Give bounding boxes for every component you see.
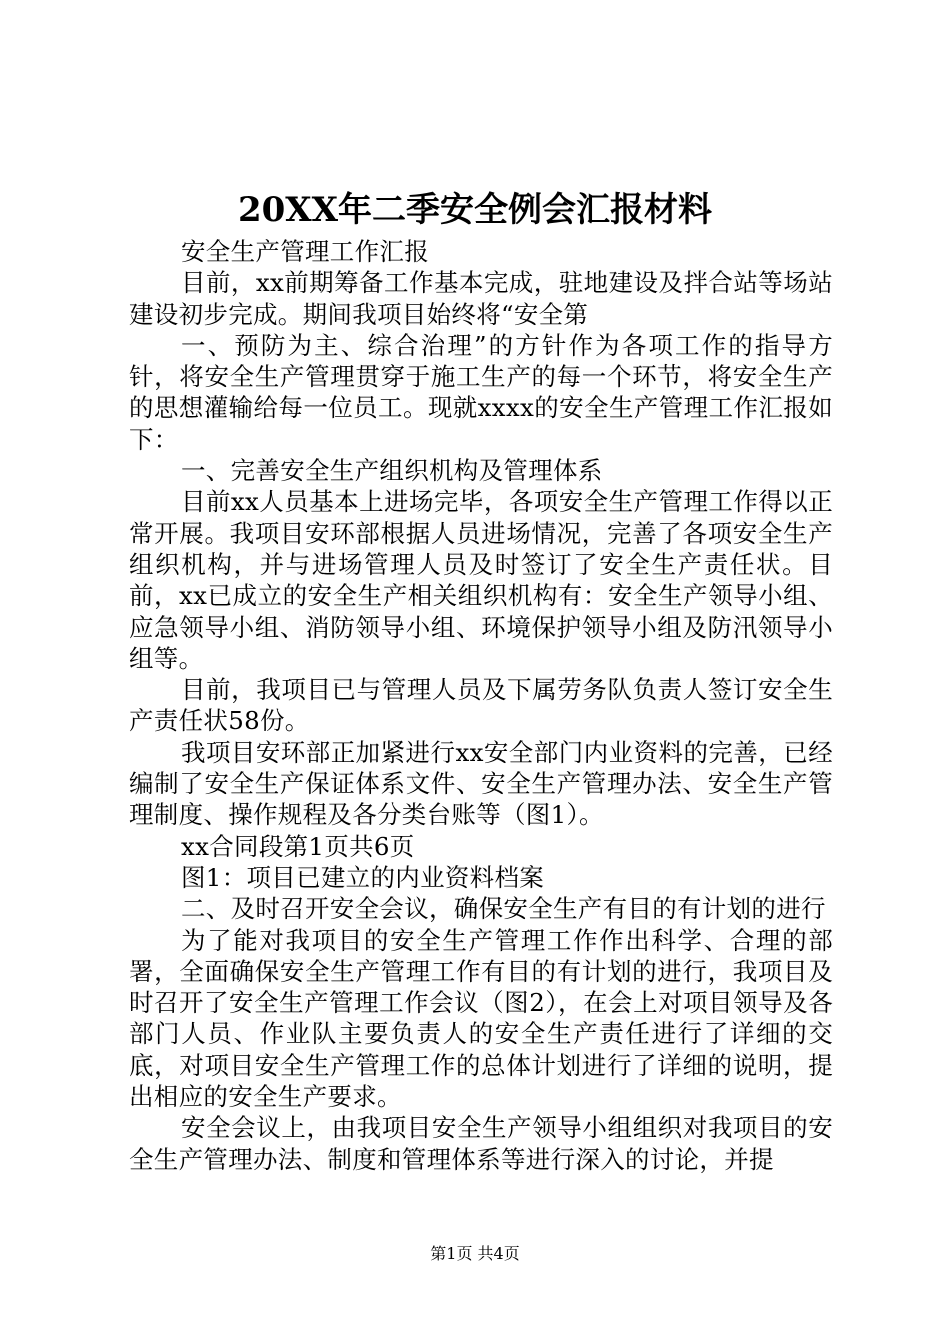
- paragraph-6: 目前，我项目已与管理人员及下属劳务队负责人签订安全生产责任状58份。: [129, 675, 833, 736]
- paragraph-3: 一、预防为主、综合治理”的方针作为各项工作的指导方针，将安全生产管理贯穿于施工生产的每一个环节，将安全生产的思想灌输给每一位员工。现就xxxx的安全生产管理工作汇报如下：: [129, 330, 833, 454]
- section-heading-1: 一、完善安全生产组织机构及管理体系: [181, 456, 603, 486]
- paragraph-1: 安全生产管理工作汇报: [181, 237, 429, 266]
- paragraph-7: 我项目安环部正加紧进行xx安全部门内业资料的完善，已经编制了安全生产保证体系文件、安全生产管理办法、安全生产管理制度、操作规程及各分类台账等（图1）。: [129, 737, 833, 830]
- paragraph-5: 目前xx人员基本上进场完毕，各项安全生产管理工作得以正常开展。我项目安环部根据人员进场情况，完善了各项安全生产组织机构，并与进场管理人员及时签订了安全生产责任状。目前，xx已成立的安全生产相关组织机构有：安全生产领导小组、应急领导小组、消防领导小组、环境保护领导小组及防汛领导小组等。: [129, 487, 833, 673]
- inline-page-note: xx合同段第1页共6页: [181, 831, 415, 861]
- document-title: 20XX年二季安全例会汇报材料: [237, 190, 713, 230]
- section-heading-2: 二、及时召开安全会议，确保安全生产有目的有计划的进行: [181, 894, 826, 924]
- figure-caption-1: 图1：项目已建立的内业资料档案: [181, 862, 545, 892]
- paragraph-12: 安全会议上，由我项目安全生产领导小组组织对我项目的安全生产管理办法、制度和管理体系等进行深入的讨论，并提: [129, 1113, 833, 1174]
- paragraph-2: 目前，xx前期筹备工作基本完成，驻地建设及拌合站等场站建设初步完成。期间我项目始终将“安全第: [129, 268, 833, 329]
- document-body: [129, 236, 833, 1175]
- paragraph-11: 为了能对我项目的安全生产管理工作作出科学、合理的部署，全面确保安全生产管理工作有目的有计划的进行，我项目及时召开了安全生产管理工作会议（图2），在会上对项目领导及各部门人员、作业队主要负责人的安全生产责任进行了详细的交底，对项目安全生产管理工作的总体计划进行了详细的说明，提出相应的安全生产要求。: [129, 925, 833, 1112]
- page-footer: 第1页 共4页: [430, 1244, 520, 1263]
